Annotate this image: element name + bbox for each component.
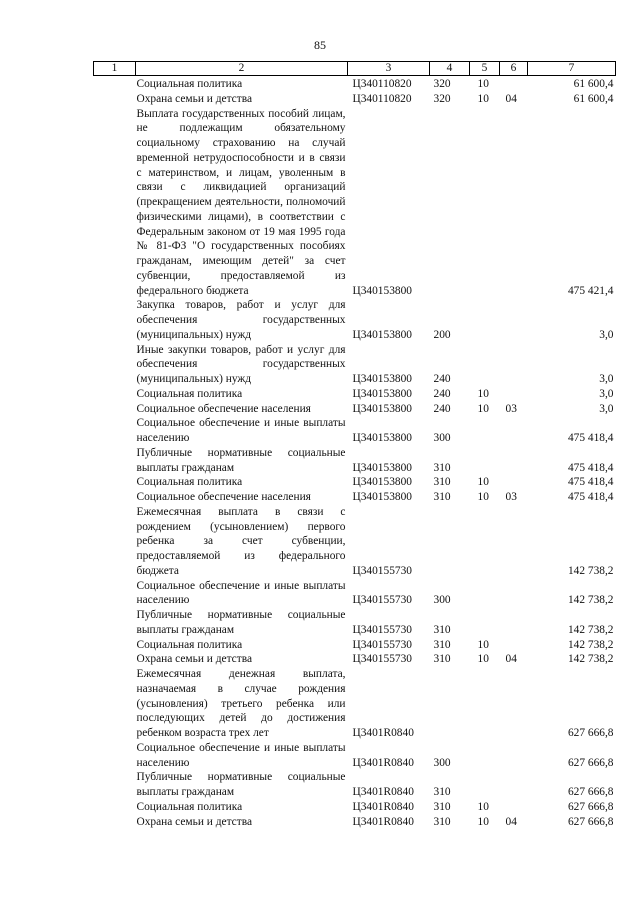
table-row [94,402,616,417]
row-expense-type: 310 [433,786,451,798]
row-expense-type: 320 [433,92,451,105]
row-amount: 142 738,2 [567,594,614,607]
row-name: Ежемесячная денежная выплата, назначаемая в случае рождения (усыновления) третьего ребенка или последующих детей до достижения ребенком возраста трех лет [136,668,346,739]
row-expense-type: 310 [433,815,451,828]
row-amount: 3,0 [599,373,614,385]
row-amount: 475 421,4 [567,284,614,297]
row-amount: 142 738,2 [567,564,614,577]
row-amount: 61 600,4 [573,92,614,105]
row-name: Социальное обеспечение и иные выплаты населению [136,417,346,444]
row-expense-type: 320 [433,78,451,90]
table-row [94,815,616,830]
row-subsection [500,298,528,342]
column-header-4: 4 [430,62,470,76]
row-target-code: Ц340153800 [352,402,412,415]
table-row [94,343,616,387]
column-header-1: 1 [94,62,136,76]
row-expense-type: 310 [433,623,451,636]
row-expense-type: 300 [433,594,451,607]
row-amount: 627 666,8 [567,727,614,739]
row-target-code: Ц3401R0840 [352,815,414,828]
budget-table [93,61,616,829]
table-row [94,490,616,505]
row-name: Иные закупки товаров, работ и услуг для обеспечения государственных (муниципальных) нужд [136,343,346,385]
column-number-header-row [94,62,616,76]
row-number-cell [94,402,136,417]
row-target-code: Ц340110820 [352,92,412,105]
row-number-cell [94,298,136,342]
row-number-cell [94,107,136,299]
row-subsection [500,638,528,653]
row-number-cell [94,638,136,653]
row-target-code: Ц340153800 [352,387,412,400]
row-name: Социальная политика [136,387,243,400]
row-name: Социальное обеспечение и иные выплаты населению [136,741,346,769]
row-section [470,608,500,638]
row-section [470,298,500,342]
row-expense-type: 310 [433,491,451,503]
row-expense-type: 240 [433,373,451,385]
row-section [470,770,500,800]
row-subsection: 03 [505,491,517,503]
row-name: Выплата государственных пособий лицам, не подлежащим обязательному социальному страхованию на случай временной нетрудоспособности и в связи с материнством, и лицам, уволенным в связи с ликвидацией организаций (прекращением деятельности, полномочий физическими лицами), в соответствии с Федеральным законом от 19 мая 1995 года № 81-ФЗ "О государственных пособиях гражданам, имеющим детей" за счет субвенции, предоставляемой из федерального бюджета [136,107,346,297]
row-number-cell [94,343,136,387]
row-subsection [500,770,528,800]
row-name: Социальная политика [136,78,243,90]
row-name: Социальное обеспечение населения [136,491,311,503]
row-target-code: Ц340155730 [352,564,412,577]
row-name: Публичные нормативные социальные выплаты гражданам [136,771,346,798]
row-subsection [500,741,528,771]
table-row [94,741,616,771]
row-name: Социальная политика [136,800,243,813]
row-expense-type: 310 [433,653,451,666]
row-section: 10 [477,653,489,666]
row-amount: 142 738,2 [567,653,614,666]
table-row [94,446,616,476]
row-number-cell [94,416,136,446]
row-section [470,505,500,579]
table-row [94,652,616,667]
row-section: 10 [477,92,489,105]
row-amount: 627 666,8 [567,786,614,798]
row-target-code: Ц3401R0840 [352,727,414,739]
row-target-code: Ц340110820 [352,78,412,90]
row-number-cell [94,815,136,830]
row-target-code: Ц3401R0840 [352,756,414,769]
row-expense-type [430,505,470,579]
table-row [94,667,616,741]
row-number-cell [94,800,136,815]
row-target-code: Ц340153800 [352,432,412,444]
row-target-code: Ц3401R0840 [352,786,414,798]
row-expense-type: 300 [433,756,451,769]
row-section [470,667,500,741]
row-number-cell [94,579,136,609]
row-amount: 475 418,4 [567,461,614,474]
row-subsection [500,387,528,402]
table-row [94,416,616,446]
row-section: 10 [477,476,489,489]
row-section [470,416,500,446]
row-amount: 475 418,4 [567,476,614,489]
row-section [470,579,500,609]
row-section [470,741,500,771]
row-subsection: 04 [505,815,517,828]
row-section: 10 [477,387,489,400]
row-amount: 475 418,4 [567,491,614,503]
row-number-cell [94,475,136,490]
row-subsection [500,800,528,815]
row-expense-type [430,107,470,299]
row-number-cell [94,76,136,92]
row-section: 10 [477,491,489,503]
row-subsection [500,608,528,638]
row-amount: 3,0 [599,402,614,415]
row-name: Публичные нормативные социальные выплаты гражданам [136,446,346,474]
row-name: Социальное обеспечение населения [136,402,311,415]
row-name: Охрана семьи и детства [136,92,252,105]
row-number-cell [94,608,136,638]
row-name: Социальное обеспечение и иные выплаты населению [136,579,346,607]
row-amount: 3,0 [599,387,614,400]
row-target-code: Ц340153800 [352,328,412,341]
row-expense-type: 310 [433,638,451,651]
row-expense-type: 310 [433,800,451,813]
row-target-code: Ц340153800 [352,461,412,474]
row-subsection [500,579,528,609]
row-subsection: 03 [505,402,517,415]
table-row [94,770,616,800]
row-section: 10 [477,78,489,90]
row-number-cell [94,505,136,579]
row-expense-type: 310 [433,476,451,489]
row-target-code: Ц340155730 [352,653,412,666]
row-name: Охрана семьи и детства [136,653,252,666]
row-subsection [500,446,528,476]
row-number-cell [94,741,136,771]
row-amount: 627 666,8 [567,815,614,828]
table-row [94,107,616,299]
row-number-cell [94,770,136,800]
row-target-code: Ц340153800 [352,373,412,385]
row-name: Публичные нормативные социальные выплаты гражданам [136,609,346,636]
row-target-code: Ц340153800 [352,476,412,489]
row-target-code: Ц340155730 [352,623,412,636]
row-number-cell [94,652,136,667]
row-number-cell [94,667,136,741]
row-subsection [500,667,528,741]
row-expense-type: 300 [433,432,451,444]
column-header-6: 6 [500,62,528,76]
row-subsection [500,76,528,92]
table-row [94,387,616,402]
row-section [470,107,500,299]
column-header-2: 2 [136,62,348,76]
row-number-cell [94,387,136,402]
row-expense-type: 240 [433,402,451,415]
row-amount: 61 600,4 [573,78,614,90]
row-section: 10 [477,800,489,813]
row-name: Закупка товаров, работ и услуг для обеспечения государственных (муниципальных) нужд [136,299,346,341]
row-number-cell [94,490,136,505]
row-amount: 627 666,8 [567,800,614,813]
row-target-code: Ц340153800 [352,284,412,297]
table-row [94,505,616,579]
row-subsection [500,343,528,387]
row-amount: 142 738,2 [567,638,614,651]
row-subsection: 04 [505,92,517,105]
row-expense-type [430,667,470,741]
row-amount: 627 666,8 [567,756,614,769]
row-name: Социальная политика [136,476,243,489]
row-target-code: Ц340153800 [352,491,412,503]
row-subsection: 04 [505,653,517,666]
table-row [94,76,616,92]
table-row [94,608,616,638]
row-subsection [500,475,528,490]
row-section [470,446,500,476]
row-number-cell [94,92,136,107]
row-section: 10 [477,638,489,651]
row-subsection [500,505,528,579]
row-amount: 3,0 [599,328,614,341]
table-row [94,638,616,653]
row-section: 10 [477,815,489,828]
table-row [94,800,616,815]
row-target-code: Ц3401R0840 [352,800,414,813]
row-expense-type: 200 [433,328,451,341]
row-expense-type: 310 [433,461,451,474]
row-target-code: Ц340155730 [352,594,412,607]
row-subsection [500,416,528,446]
table-row [94,92,616,107]
row-amount: 142 738,2 [567,623,614,636]
page-number: 85 [314,38,326,52]
table-row [94,298,616,342]
column-header-3: 3 [348,62,430,76]
row-number-cell [94,446,136,476]
row-amount: 475 418,4 [567,432,614,444]
row-name: Ежемесячная выплата в связи с рождением (усыновлением) первого ребенка за счет субвенции, предоставляемой из федерального бюджета [136,505,346,577]
row-name: Социальная политика [136,638,243,651]
row-subsection [500,107,528,299]
row-section: 10 [477,402,489,415]
column-header-5: 5 [470,62,500,76]
row-expense-type: 240 [433,387,451,400]
row-name: Охрана семьи и детства [136,815,252,828]
column-header-7: 7 [528,62,616,76]
table-row [94,579,616,609]
row-section [470,343,500,387]
row-target-code: Ц340155730 [352,638,412,651]
table-row [94,475,616,490]
